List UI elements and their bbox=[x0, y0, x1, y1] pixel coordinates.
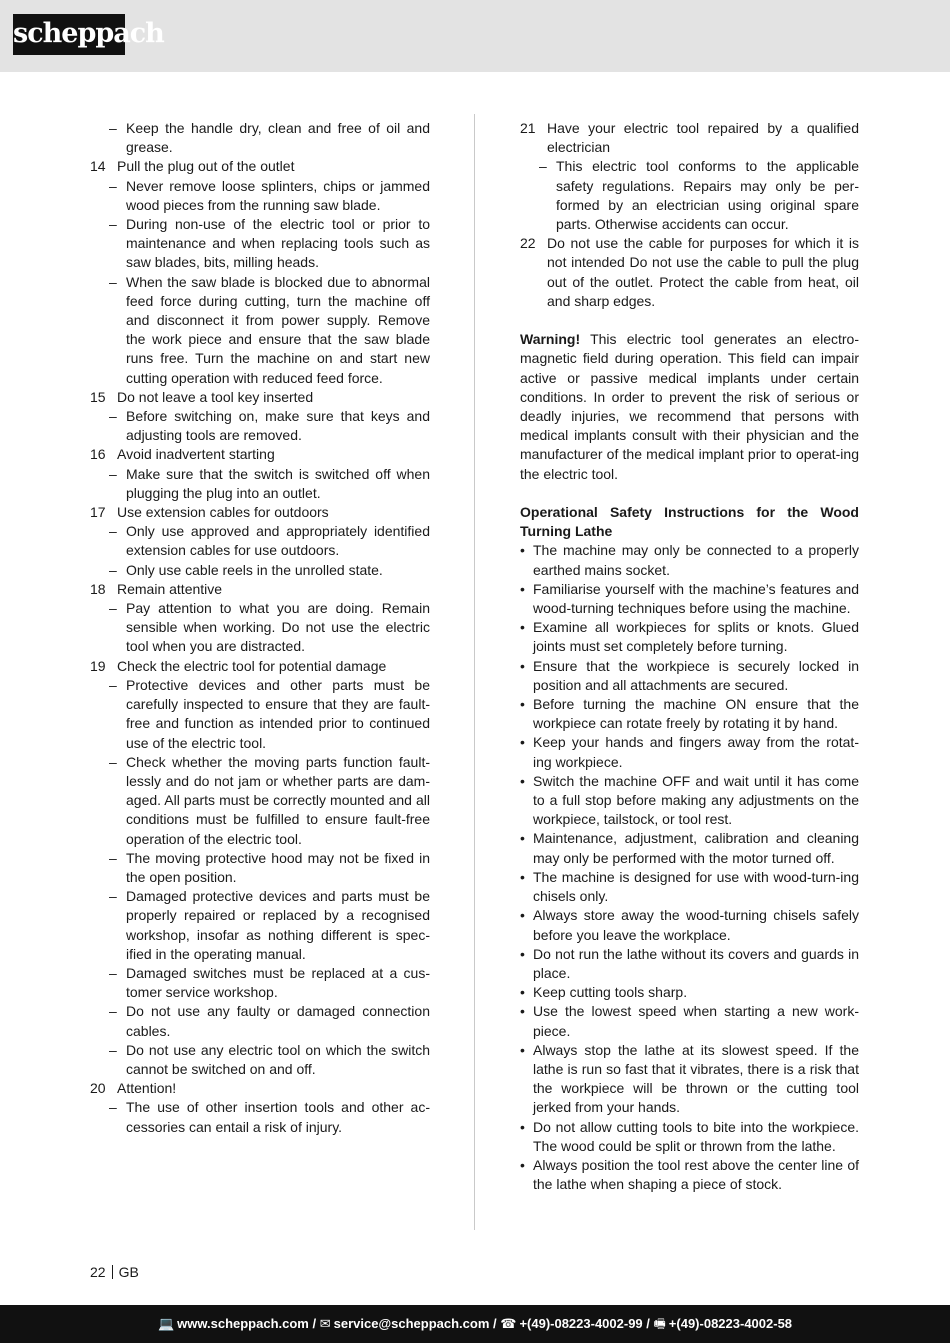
numbered-item bbox=[90, 657, 430, 676]
item-number: 21 bbox=[520, 120, 536, 136]
column-divider bbox=[474, 114, 475, 1230]
bullet-marker: • bbox=[520, 542, 525, 559]
bullet-text: Keep your hands and fingers away from the rotat-ing workpiece. bbox=[533, 734, 859, 770]
computer-icon: 💻 bbox=[157, 1316, 175, 1331]
dash-item bbox=[520, 157, 859, 234]
item-text: The use of other insertion tools and other ac-cessories can entail a risk of injury. bbox=[126, 1099, 430, 1135]
bullet-item bbox=[520, 906, 859, 944]
bullet-marker: • bbox=[520, 619, 525, 636]
item-number: 20 bbox=[90, 1080, 106, 1097]
dash-marker: – bbox=[109, 1041, 117, 1058]
dash-marker: – bbox=[109, 600, 117, 617]
section-heading: Operational Safety Instructions for the Wood Turning Lathe bbox=[520, 504, 859, 540]
item-text: Avoid inadvertent starting bbox=[117, 446, 275, 463]
bullet-text: Maintenance, adjustment, calibration and cleaning may only be performed with the motor turned off. bbox=[533, 830, 859, 866]
bullet-text: The machine is designed for use with wood-turn-ing chisels only. bbox=[533, 868, 859, 905]
bullet-marker: • bbox=[520, 772, 525, 789]
dash-marker: – bbox=[109, 849, 117, 866]
bullet-item bbox=[520, 618, 859, 656]
spacer bbox=[520, 484, 859, 503]
item-text: Do not leave a tool key inserted bbox=[117, 388, 314, 405]
item-text: Before switching on, make sure that keys and adjusting tools are removed. bbox=[126, 408, 430, 444]
item-text: Remain attentive bbox=[117, 580, 223, 597]
dash-item bbox=[90, 849, 430, 887]
bullet-marker: • bbox=[520, 868, 525, 885]
bullet-text: Do not allow cutting tools to bite into the workpiece. The wood could be split or thrown from the lathe. bbox=[533, 1118, 859, 1154]
fax-icon: 🖷 bbox=[653, 1316, 666, 1331]
dash-item bbox=[90, 177, 430, 215]
bullet-text: Before turning the machine ON ensure that the workpiece can rotate freely by rotating it by hand. bbox=[533, 696, 859, 732]
numbered-item bbox=[90, 503, 430, 522]
numbered-item bbox=[90, 445, 430, 464]
email-icon: ✉ bbox=[319, 1316, 331, 1331]
item-text: Use extension cables for outdoors bbox=[117, 504, 329, 521]
page-footer: 💻 www.scheppach.com / ✉ service@scheppach.com / ☎ +(49)-08223-4002-99 / 🖷 +(49)-08223-4002-58 bbox=[0, 1305, 950, 1343]
item-number: 14 bbox=[90, 158, 106, 175]
bullet-item bbox=[520, 580, 859, 618]
bullet-item bbox=[520, 983, 859, 1002]
bullet-item bbox=[520, 1041, 859, 1118]
dash-marker: – bbox=[109, 177, 117, 194]
item-number: 19 bbox=[90, 657, 106, 674]
bullet-marker: • bbox=[520, 984, 525, 1001]
footer-fax: +(49)-08223-4002-58 bbox=[668, 1316, 793, 1331]
bullet-text: Examine all workpieces for splits or knots. Glued joints must set completely before turning. bbox=[533, 619, 859, 655]
phone-icon: ☎ bbox=[500, 1316, 517, 1331]
item-text: The moving protective hood may not be fixed in the open position. bbox=[126, 849, 430, 885]
brand-logo: scheppach bbox=[13, 14, 125, 55]
dash-item bbox=[90, 1098, 430, 1136]
item-number: 17 bbox=[90, 504, 106, 521]
dash-marker: – bbox=[109, 1003, 117, 1020]
item-text: This electric tool conforms to the applicable safety regulations. Repairs may only be per-formed by an electrician using original spare parts. Otherwise accidents can occur. bbox=[556, 158, 859, 233]
bullet-item bbox=[520, 541, 859, 579]
item-text: Pull the plug out of the outlet bbox=[117, 158, 295, 175]
dash-item bbox=[90, 215, 430, 273]
bullet-text: Familiarise yourself with the machine’s features and wood-turning techniques before using the machine. bbox=[533, 580, 859, 617]
page-number-value: 22 bbox=[90, 1264, 106, 1280]
item-text: Do not use any faulty or damaged connection cables. bbox=[126, 1003, 430, 1039]
dash-marker: – bbox=[109, 273, 117, 290]
bullet-text: Keep cutting tools sharp. bbox=[533, 984, 688, 1001]
bullet-text: Always store away the wood-turning chisels safely before you leave the workplace. bbox=[533, 907, 859, 943]
dash-marker: – bbox=[109, 676, 117, 693]
bullet-item bbox=[520, 1118, 859, 1156]
item-text: Check whether the moving parts function fault-lessly and do not jam or whether parts are dam-aged. All parts must be correctly mounted and all conditions must be fulfilled to ensure fault-free operation of the electric tool. bbox=[126, 753, 430, 847]
numbered-item bbox=[90, 157, 430, 176]
item-number: 16 bbox=[90, 446, 106, 463]
dash-item bbox=[90, 1002, 430, 1040]
bullet-marker: • bbox=[520, 945, 525, 962]
page-language: GB bbox=[118, 1264, 139, 1280]
dash-item bbox=[90, 273, 430, 388]
item-number: 22 bbox=[520, 235, 536, 252]
dash-marker: – bbox=[109, 888, 117, 905]
dash-marker: – bbox=[109, 216, 117, 233]
numbered-item bbox=[520, 119, 859, 157]
bullet-text: Ensure that the workpiece is securely locked in position and all attachments are secured. bbox=[533, 657, 859, 693]
item-text: Attention! bbox=[117, 1080, 177, 1097]
page-number-separator bbox=[112, 1265, 113, 1279]
item-text: Pay attention to what you are doing. Remain sensible when working. Do not use the electric tool when you are distracted. bbox=[126, 600, 430, 655]
dash-marker: – bbox=[109, 120, 117, 136]
bullet-text: Do not run the lathe without its covers and guards in place. bbox=[533, 945, 859, 981]
item-text: Keep the handle dry, clean and free of oil and grease. bbox=[126, 120, 430, 156]
bullet-marker: • bbox=[520, 657, 525, 674]
bullet-text: Always stop the lathe at its slowest speed. If the lathe is run so fast that it vibrates, there is a risk that the workpiece will be thrown or the cutting tool jerked from your hands. bbox=[533, 1041, 859, 1116]
operational-bullet-list bbox=[520, 541, 859, 1194]
dash-item bbox=[90, 407, 430, 445]
dash-marker: – bbox=[109, 561, 117, 578]
warning-paragraph bbox=[520, 330, 859, 484]
bullet-text: Switch the machine OFF and wait until it has come to a full stop before making any adjustments on the workpiece, tailstock, or tool rest. bbox=[533, 772, 859, 828]
item-text: Do not use any electric tool on which the switch cannot be switched on and off. bbox=[126, 1041, 430, 1077]
bullet-marker: • bbox=[520, 907, 525, 924]
dash-item bbox=[90, 465, 430, 503]
dash-marker: – bbox=[539, 158, 547, 175]
item-number: 18 bbox=[90, 580, 106, 597]
item-text: Make sure that the switch is switched off when plugging the plug into an outlet. bbox=[126, 465, 430, 501]
dash-item bbox=[90, 753, 430, 849]
item-text: Protective devices and other parts must be carefully inspected to ensure that they are fault-free and function as intended prior to continued use of the electric tool. bbox=[126, 676, 430, 751]
item-text: Never remove loose splinters, chips or jammed wood pieces from the running saw blade. bbox=[126, 177, 430, 213]
spacer bbox=[520, 311, 859, 330]
page-header bbox=[0, 0, 950, 72]
bullet-item bbox=[520, 1002, 859, 1040]
bullet-item bbox=[520, 1156, 859, 1194]
item-text: When the saw blade is blocked due to abnormal feed force during cutting, turn the machine off and disconnect it from power supply. Remove the work piece and ensure that the saw blade runs free. Turn the machine on and start new cutting operation with reduced feed force. bbox=[126, 273, 430, 386]
page-number bbox=[90, 1264, 139, 1280]
item-text: Do not use the cable for purposes for which it is not intended Do not use the cable to pull the plug out of the outlet. Protect the cable from heat, oil and sharp edges. bbox=[547, 235, 859, 309]
dash-item bbox=[90, 887, 430, 964]
dash-marker: – bbox=[109, 408, 117, 425]
bullet-item bbox=[520, 772, 859, 830]
bullet-item bbox=[520, 868, 859, 906]
dash-marker: – bbox=[109, 753, 117, 770]
dash-item bbox=[90, 119, 430, 157]
bullet-marker: • bbox=[520, 830, 525, 847]
bullet-item bbox=[520, 829, 859, 867]
item-text: Damaged protective devices and parts must be properly repaired or replaced by a recognised workshop, insofar as nothing different is spec-ified in the operating manual. bbox=[126, 888, 430, 962]
dash-item bbox=[90, 676, 430, 753]
dash-item bbox=[90, 964, 430, 1002]
bullet-item bbox=[520, 695, 859, 733]
warning-text: This electric tool generates an electro-magnetic field during operation. This field can impair active or passive medical implants under certain conditions. In order to prevent the risk of serious or deadly injuries, we recommend that persons with medical implants consult with their physician and the manufacturer of the medical implant prior to operat-ing the electric tool. bbox=[520, 331, 859, 482]
bullet-text: Use the lowest speed when starting a new work-piece. bbox=[533, 1003, 859, 1039]
right-numbered-list bbox=[520, 119, 859, 311]
bullet-marker: • bbox=[520, 734, 525, 751]
item-text: Only use approved and appropriately identified extension cables for use outdoors. bbox=[126, 523, 430, 559]
bullet-text: Always position the tool rest above the center line of the lathe when shaping a piece of stock. bbox=[533, 1156, 859, 1193]
dash-item bbox=[90, 1041, 430, 1079]
bullet-marker: • bbox=[520, 1041, 525, 1058]
bullet-marker: • bbox=[520, 696, 525, 713]
bullet-text: The machine may only be connected to a properly earthed mains socket. bbox=[533, 542, 859, 578]
bullet-item bbox=[520, 945, 859, 983]
bullet-marker: • bbox=[520, 1156, 525, 1173]
item-text: Only use cable reels in the unrolled state. bbox=[126, 561, 383, 578]
footer-phone: +(49)-08223-4002-99 bbox=[519, 1316, 643, 1331]
dash-item bbox=[90, 522, 430, 560]
dash-marker: – bbox=[109, 1099, 117, 1116]
item-number: 15 bbox=[90, 388, 106, 405]
footer-email-link[interactable]: service@scheppach.com bbox=[333, 1316, 490, 1331]
warning-label: Warning! bbox=[520, 331, 581, 348]
numbered-item bbox=[90, 1079, 430, 1098]
bullet-marker: • bbox=[520, 1118, 525, 1135]
item-text: During non-use of the electric tool or prior to maintenance and when replacing tools such as saw blades, bits, milling heads. bbox=[126, 216, 430, 271]
bullet-item bbox=[520, 657, 859, 695]
dash-item bbox=[90, 599, 430, 657]
dash-marker: – bbox=[109, 465, 117, 482]
bullet-marker: • bbox=[520, 580, 525, 597]
numbered-item bbox=[90, 388, 430, 407]
numbered-item bbox=[520, 234, 859, 311]
bullet-item bbox=[520, 733, 859, 771]
right-column bbox=[520, 119, 859, 1194]
item-text: Damaged switches must be replaced at a cus-tomer service workshop. bbox=[126, 964, 430, 1001]
item-text: Check the electric tool for potential damage bbox=[117, 657, 387, 674]
bullet-marker: • bbox=[520, 1003, 525, 1020]
dash-marker: – bbox=[109, 523, 117, 540]
item-text: Have your electric tool repaired by a qualified electrician bbox=[547, 120, 859, 156]
dash-item bbox=[90, 561, 430, 580]
numbered-item bbox=[90, 580, 430, 599]
left-column bbox=[90, 119, 430, 1137]
dash-marker: – bbox=[109, 964, 117, 981]
footer-website-link[interactable]: www.scheppach.com bbox=[177, 1316, 309, 1331]
